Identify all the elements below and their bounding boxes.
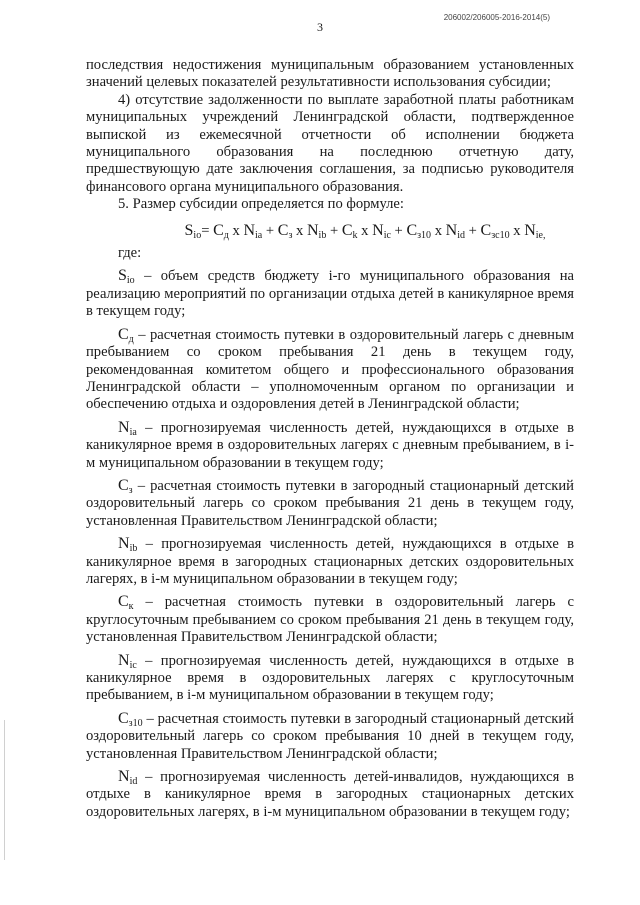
definition-c-z: $С_з$ – расчетная стоимость путевки в загородный стационарный детский оздоровительный лагерь со сроком пребывания 21 день в текущем году, установленная Правительством Ленинградской области; <box>86 476 574 529</box>
definition-n-ic: $N_{ic}$ – прогнозируемая численность детей, нуждающихся в отдыхе в каникулярное время в оздоровительных лагерях с круглосуточным пребыванием, в i-м муниципальном образовании в текущем году; <box>86 651 574 704</box>
definition-n-ib: $N_{ib}$ – прогнозируемая численность детей, нуждающихся в отдыхе в каникулярное время в загородных стационарных детских оздоровительных лагерях, в i-м муниципальном образовании в текущем году; <box>86 535 574 587</box>
definition-c-d: $С_д$ – расчетная стоимость путевки в оздоровительный лагерь с дневным пребыванием со сроком пребывания 21 день в текущем году, рекомендованная комитетом общего и профессионального образования Ленинградской области – уполномоченным органом по организации и обеспечению отдыха и оздоровления детей в Ленинградской области; <box>86 325 574 413</box>
paragraph-continuation: последствия недостижения муниципальным образованием установленных значений целевых показателей результативности использования субсидии; <box>86 57 574 91</box>
definition-s-io: $S_{io}$ – объем средств бюджету i-го муниципального образования на реализацию мероприятий по организации отдыха детей в каникулярное время в текущем году; <box>86 267 574 320</box>
page-number: 3 <box>317 20 323 34</box>
definition-n-id: $N_{id}$ – прогнозируемая численность детей-инвалидов, нуждающихся в отдыхе в каникулярное время в загородных стационарных детских оздоровительных лагерях, в i-м муниципальном образовании в текущем году; <box>86 768 574 820</box>
scan-edge-line <box>4 720 5 860</box>
paragraph-item-5: 5. Размер субсидии определяется по формуле: <box>118 196 404 213</box>
definition-c-k: $С_к$ – расчетная стоимость путевки в оздоровительный лагерь с круглосуточным пребыванием со сроком пребывания 21 день в текущем году, установленная Правительством Ленинградской области; <box>86 593 574 646</box>
definition-c-z10: $С_{з10}$ – расчетная стоимость путевки в загородный стационарный детский оздоровительный лагерь со сроком пребывания 10 дней в текущем году, установленная Правительством Ленинградской области; <box>86 709 574 762</box>
document-id: 206002/206005-2016-2014(5) <box>443 13 550 22</box>
paragraph-item-4: 4) отсутствие задолженности по выплате заработной платы работникам муниципальных учреждений Ленинградской области, подтвержденное выпиской из ежемесячной отчетности об исполнении бюджета муниципального образования на последнюю отчетную дату, предшествующую дате заключения соглашения, за подписью руководителя финансового органа муниципального образования. <box>86 91 574 195</box>
where-label: где: <box>118 245 142 262</box>
definition-n-ia: $N_{ia}$ – прогнозируемая численность детей, нуждающихся в отдыхе в каникулярное время в оздоровительных лагерях с дневным пребыванием, в i-м муниципальном образовании в текущем году; <box>86 418 574 471</box>
document-body <box>86 57 574 821</box>
subsidy-formula: $S_{io}= С_д$ x $N_{ia} + С_з$ x $N_{ib} + С_k$ x $N_{ic} + С_{з10}$ x $N_{id} + С_{зс10}$ x $N_{ie,}$ <box>184 221 546 241</box>
